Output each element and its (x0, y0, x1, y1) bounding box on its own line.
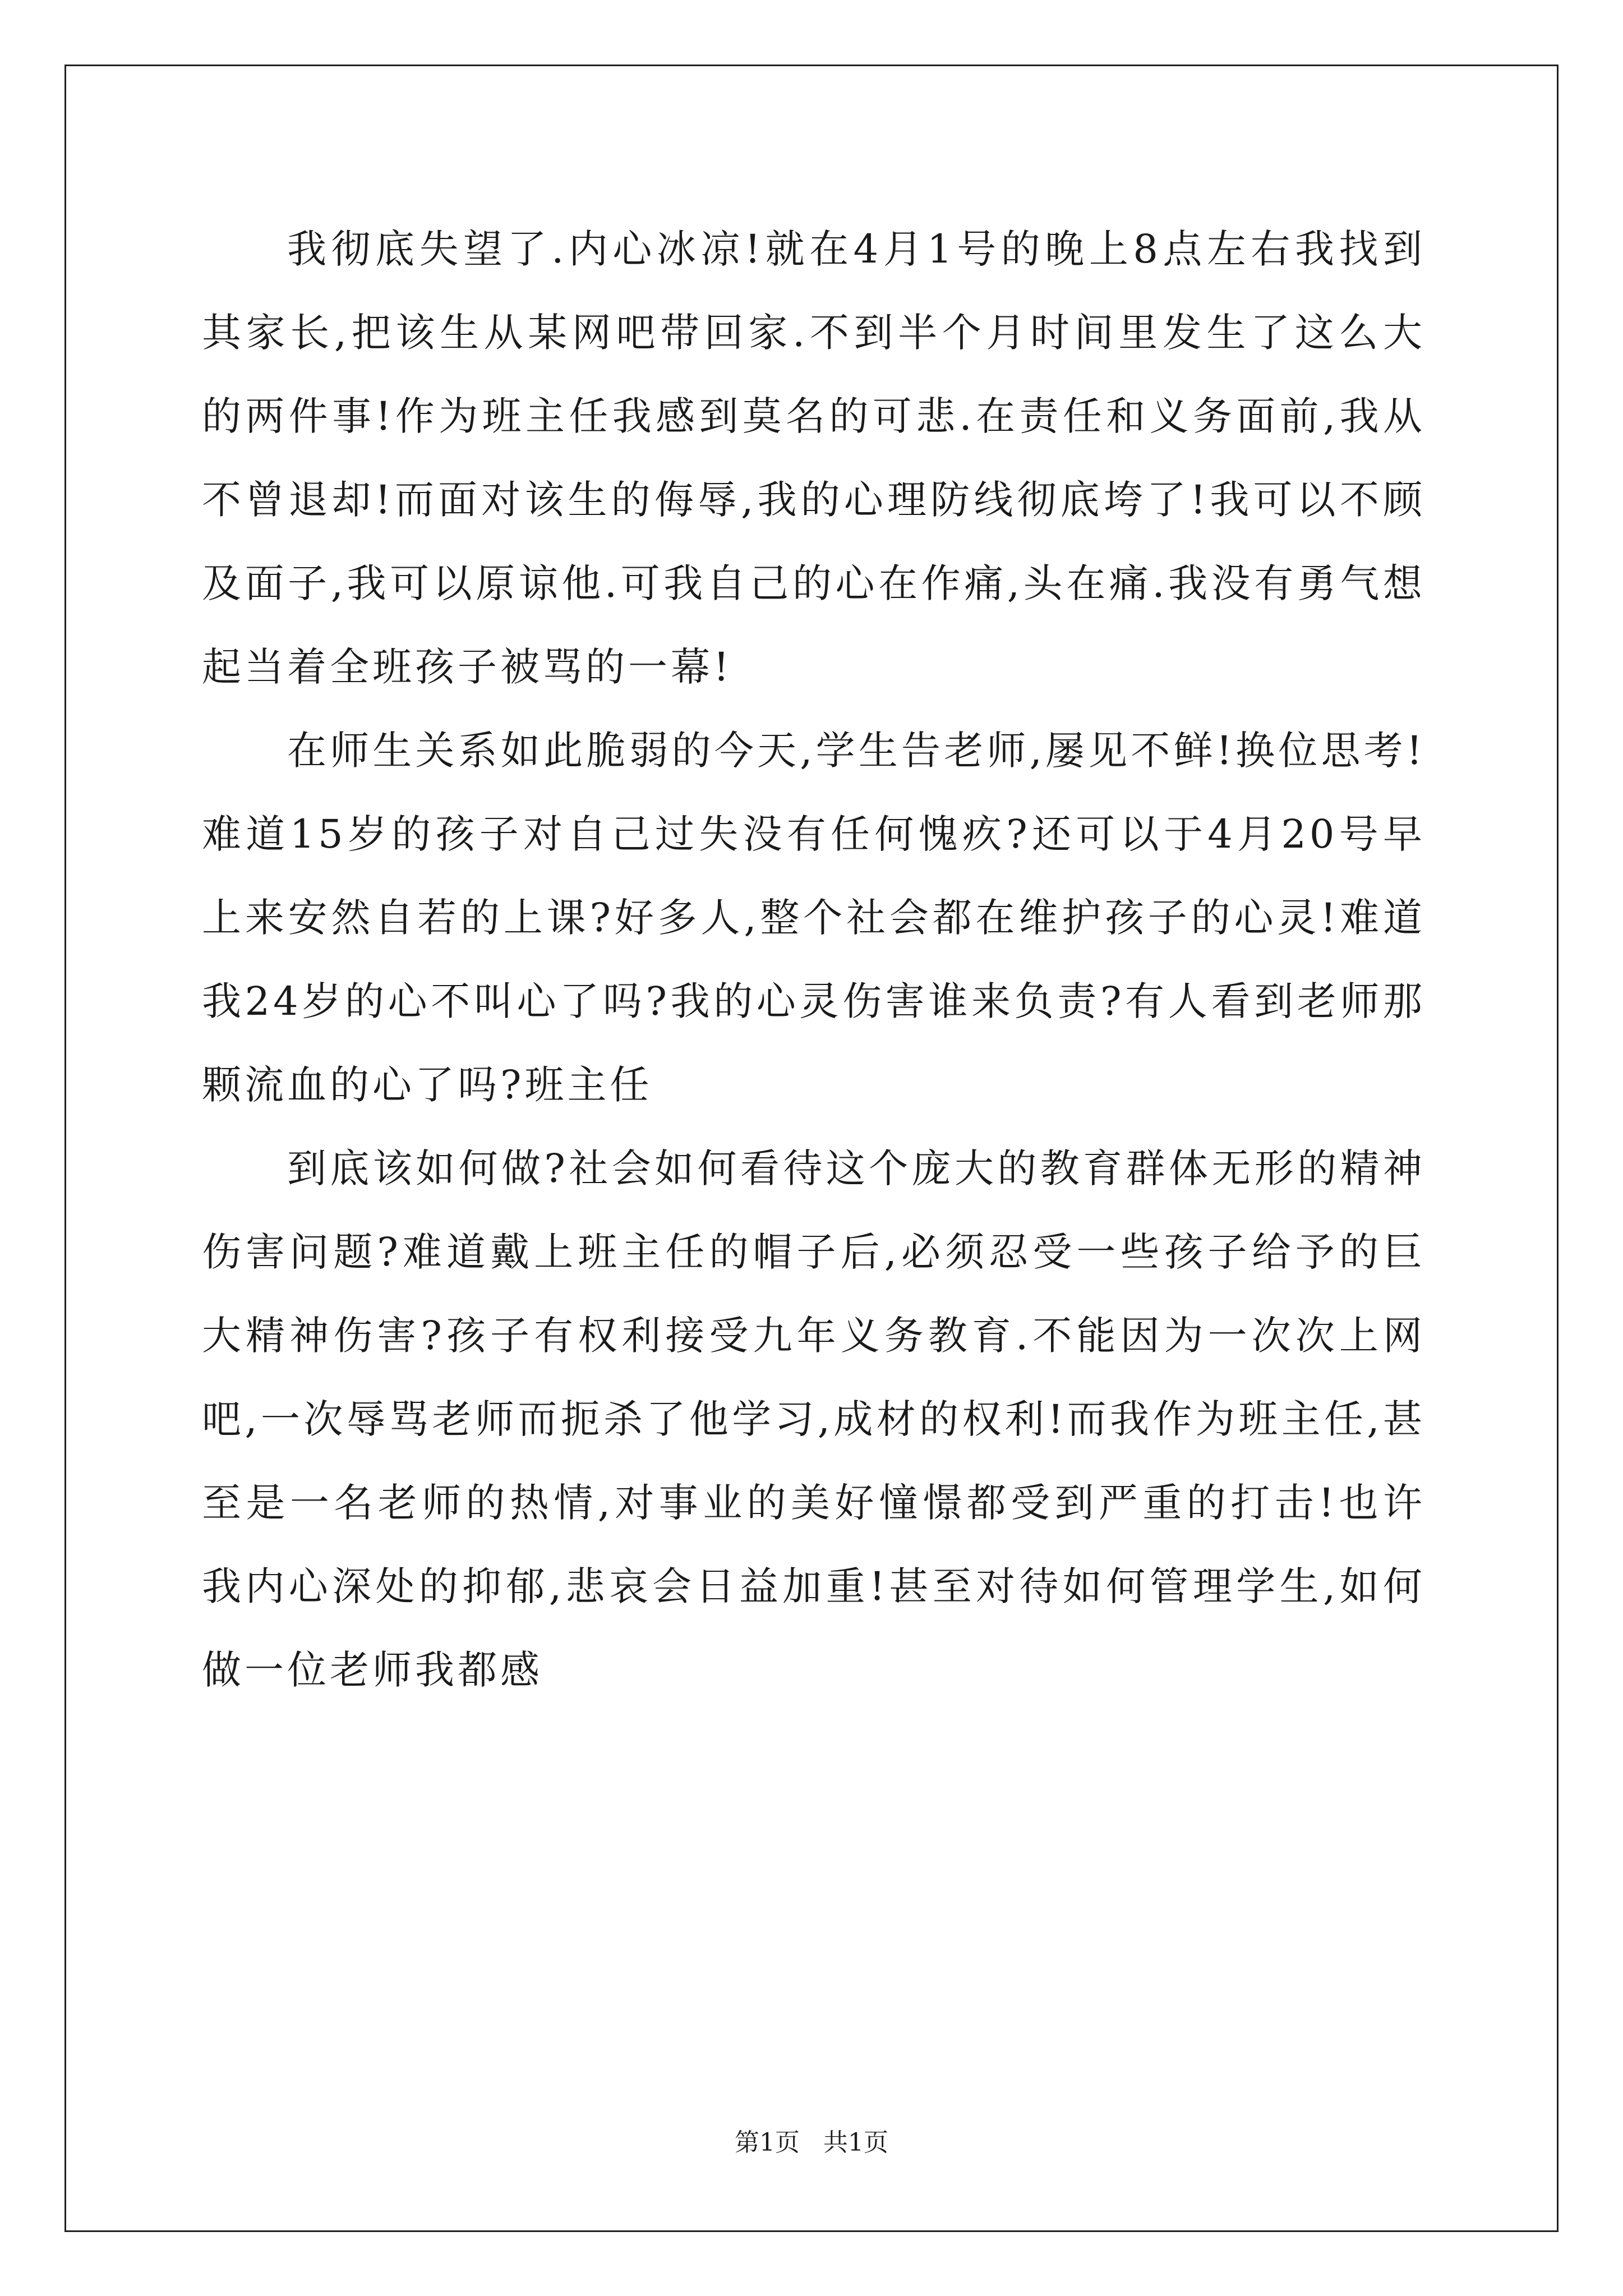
paragraph-3: 到底该如何做?社会如何看待这个庞大的教育群体无形的精神伤害问题?难道戴上班主任的帽子后,必须忍受一些孩子给予的巨大精神伤害?孩子有权利接受九年义务教育.不能因为一次次上网吧,一次辱骂老师而扼杀了他学习,成材的权利!而我作为班主任,甚至是一名老师的热情,对事业的美好憧憬都受到严重的打击!也许我内心深处的抑郁,悲哀会日益加重!甚至对待如何管理学生,如何做一位老师我都感 (202, 1145, 1426, 1693)
document-body (202, 208, 1426, 1712)
paragraph-2: 在师生关系如此脆弱的今天,学生告老师,屡见不鲜!换位思考!难道15岁的孩子对自己过失没有任何愧疚?还可以于4月20号早上来安然自若的上课?好多人,整个社会都在维护孩子的心灵!难道我24岁的心不叫心了吗?我的心灵伤害谁来负责?有人看到老师那颗流血的心了吗?班主任 (202, 728, 1426, 1108)
page-number-footer: 第1页 共1页 (735, 2128, 888, 2157)
paragraph-1: 我彻底失望了.内心冰凉!就在4月1号的晚上8点左右我找到其家长,把该生从某网吧带回家.不到半个月时间里发生了这么大的两件事!作为班主任我感到莫名的可悲.在责任和义务面前,我从不曾退却!而面对该生的侮辱,我的心理防线彻底垮了!我可以不顾及面子,我可以原谅他.可我自己的心在作痛,头在痛.我没有勇气想起当着全班孩子被骂的一幕! (202, 226, 1426, 690)
